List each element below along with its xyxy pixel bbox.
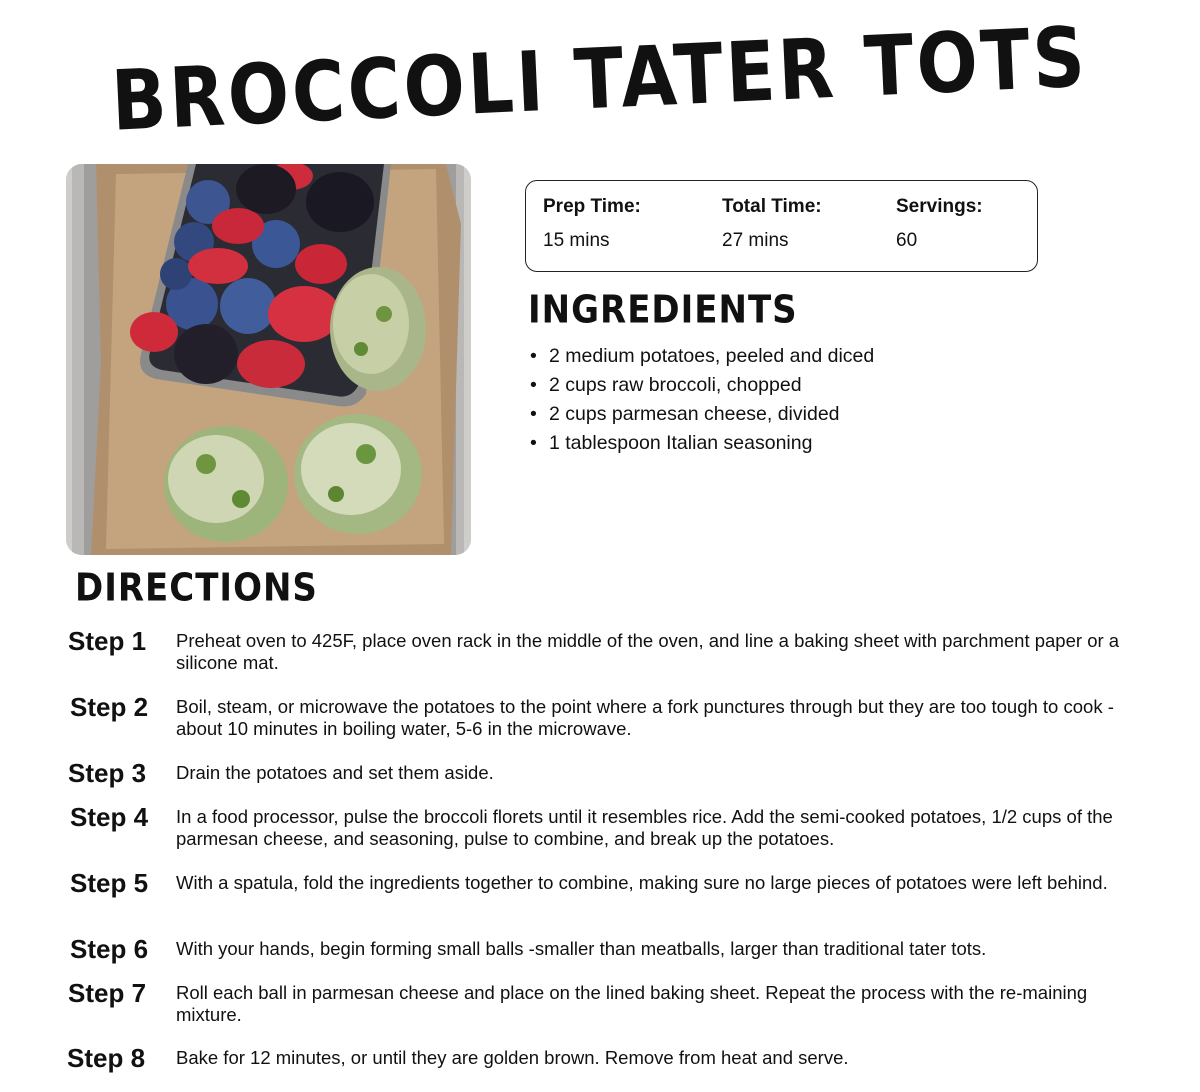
- ingredient-item: • 2 cups parmesan cheese, divided: [530, 400, 874, 429]
- total-time-label: Total Time:: [722, 196, 822, 217]
- prep-time-label: Prep Time:: [543, 196, 641, 217]
- step-text: Drain the potatoes and set them aside.: [176, 762, 494, 783]
- step-label: Step 5: [70, 868, 149, 898]
- prep-time-value: 15 mins: [543, 230, 610, 251]
- recipe-photo: [66, 164, 471, 555]
- step-label: Step 8: [67, 1043, 146, 1073]
- step-label: Step 1: [68, 626, 147, 656]
- recipe-info-box: [525, 180, 1038, 272]
- food-photo-icon: [66, 164, 471, 555]
- step-text: Boil, steam, or microwave the potatoes to the point where a fork punctures through but they are too tough to cook -about 10 minutes in boiling water, 5-6 in the microwave.: [176, 696, 1114, 739]
- step-label: Step 7: [68, 978, 147, 1008]
- directions-heading: DIRECTIONS: [75, 566, 318, 611]
- step-text: With a spatula, fold the ingredients together to combine, making sure no large pieces of potatoes were left behind.: [176, 872, 1108, 893]
- ingredient-item: • 2 medium potatoes, peeled and diced: [530, 342, 874, 371]
- ingredient-item: • 1 tablespoon Italian seasoning: [530, 429, 874, 458]
- recipe-title: BROCCOLI TATER TOTS: [109, 8, 1090, 150]
- total-time-value: 27 mins: [722, 230, 789, 251]
- ingredient-item: • 2 cups raw broccoli, chopped: [530, 371, 874, 400]
- step-label: Step 6: [70, 934, 149, 964]
- ingredients-heading: INGREDIENTS: [528, 288, 798, 333]
- prep-time: [543, 196, 641, 252]
- step-text: In a food processor, pulse the broccoli florets until it resembles rice. Add the semi-cooked potatoes, 1/2 cups of the parmesan cheese, and seasoning, pulse to combine, and break up the potatoes.: [176, 806, 1113, 849]
- ingredients-list: [530, 342, 874, 458]
- servings-value: 60: [896, 230, 918, 251]
- step-text: Preheat oven to 425F, place oven rack in the middle of the oven, and line a baking sheet with parchment paper or a silicone mat.: [176, 630, 1120, 673]
- total-time: [722, 196, 822, 252]
- servings-label: Servings:: [896, 196, 983, 217]
- step-text: With your hands, begin forming small balls -smaller than meatballs, larger than traditional tater tots.: [176, 938, 987, 959]
- servings: [896, 196, 983, 252]
- step-label: Step 3: [68, 758, 147, 788]
- step-text: Roll each ball in parmesan cheese and place on the lined baking sheet. Repeat the process with the re-maining mixture.: [176, 982, 1088, 1025]
- step-text: Bake for 12 minutes, or until they are golden brown. Remove from heat and serve.: [176, 1047, 849, 1068]
- step-label: Step 2: [70, 692, 149, 722]
- step-label: Step 4: [70, 802, 149, 832]
